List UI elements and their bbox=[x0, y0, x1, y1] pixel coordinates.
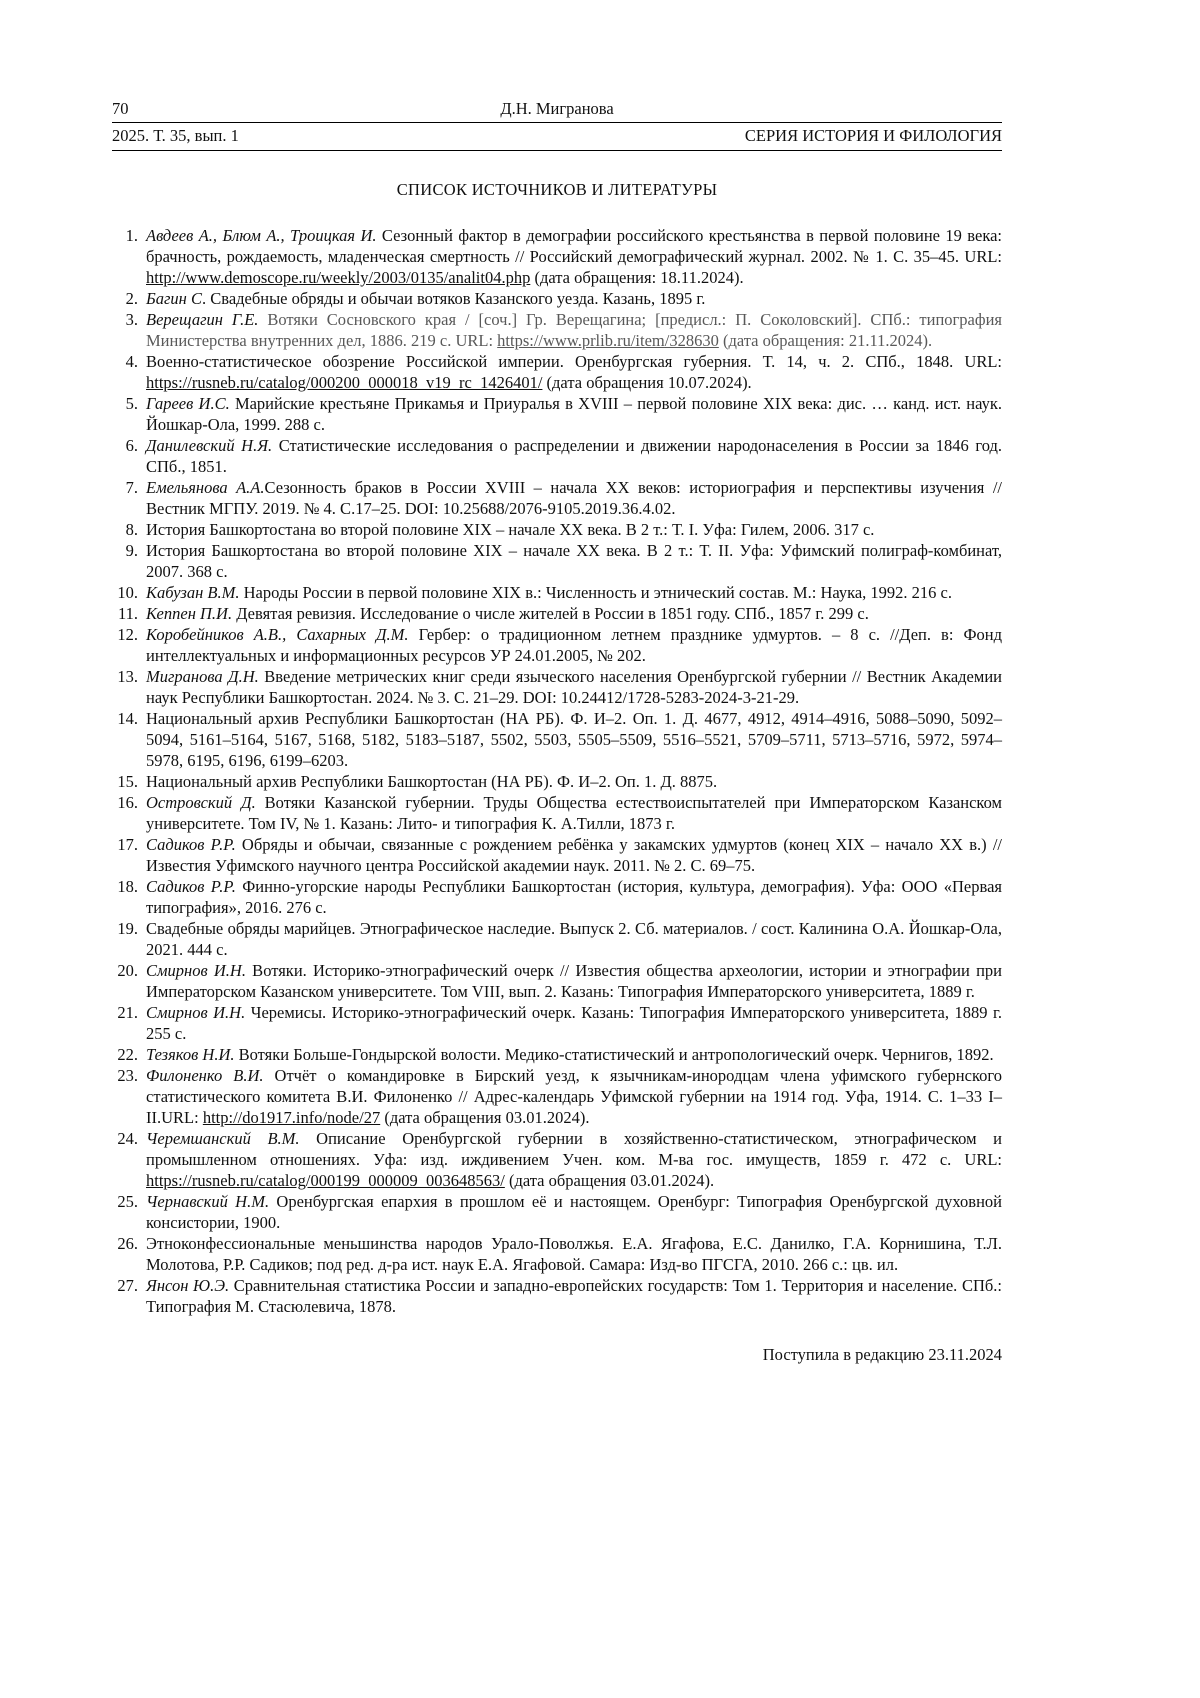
header-rule-bottom bbox=[112, 150, 1002, 151]
reference-segment: Кеппен П.И. bbox=[146, 604, 233, 623]
reference-segment: Садиков Р.Р. bbox=[146, 877, 236, 896]
reference-segment: Коробейников А.В., Сахарных Д.М. bbox=[146, 625, 409, 644]
reference-item bbox=[112, 771, 1002, 792]
reference-number: 22. bbox=[117, 1045, 138, 1064]
reference-number: 5. bbox=[125, 394, 138, 413]
reference-item bbox=[112, 1002, 1002, 1044]
section-title: СПИСОК ИСТОЧНИКОВ И ЛИТЕРАТУРЫ bbox=[396, 180, 718, 199]
reference-segment: Емельянова А.А. bbox=[146, 478, 265, 497]
reference-text bbox=[146, 604, 869, 623]
reference-text bbox=[146, 310, 1002, 350]
reference-segment: Описание Оренбургской губернии в хозяйственно-статистическом, этнографическом и промышленном отношениях. Уфа: изд. иждивением Учен. ком. М-ва гос. имуществ, 1859 г. 472 с. URL: bbox=[146, 1129, 1002, 1169]
reference-segment: Черемшанский В.М. bbox=[146, 1129, 300, 1148]
reference-url-link[interactable]: https://www.prlib.ru/item/328630 bbox=[497, 331, 719, 350]
reference-segment: Военно-статистическое обозрение Российской империи. Оренбургская губерния. Т. 14, ч. 2. СПб., 1848. URL: bbox=[146, 352, 1002, 371]
reference-item bbox=[112, 477, 1002, 519]
reference-item bbox=[112, 960, 1002, 1002]
running-head-row-1 bbox=[112, 98, 1002, 122]
reference-item bbox=[112, 1128, 1002, 1191]
reference-item bbox=[112, 603, 1002, 624]
reference-segment: Народы России в первой половине XIX в.: Численность и этнический состав. М.: Наука, 1992. 216 с. bbox=[239, 583, 953, 602]
reference-segment: . Свадебные обряды и обычаи вотяков Казанского уезда. Казань, 1895 г. bbox=[202, 289, 706, 308]
reference-number: 27. bbox=[117, 1276, 138, 1295]
reference-segment: Введение метрических книг среди языческого населения Оренбургской губернии // Вестник Академии наук Республики Башкортостан. 2024. № 3. С. 21–29. DOI: 10.24412/1728-5283-2024-3-21-29. bbox=[146, 667, 1002, 707]
reference-number: 15. bbox=[117, 772, 138, 791]
reference-number: 1. bbox=[125, 226, 138, 245]
reference-url-link[interactable]: http://www.demoscope.ru/weekly/2003/0135/analit04.php bbox=[146, 268, 531, 287]
reference-text bbox=[146, 877, 1002, 917]
reference-segment: Национальный архив Республики Башкортостан (НА РБ). Ф. И–2. Оп. 1. Д. 4677, 4912, 4914–4916, 5088–5090, 5092–5094, 5161–5164, 5167, 5168, 5182, 5183–5187, 5502, 5503, 5505–5509, 5516–5521, 5709–5711, 5713–5716, 5972, 5974–5978, 6195, 6196, 6199–6203. bbox=[146, 709, 1002, 770]
reference-segment: Обряды и обычаи, связанные с рождением ребёнка у закамских удмуртов (конец XIX – начало XX в.) // Известия Уфимского научного центра Российской академии наук. 2011. № 2. С. 69–75. bbox=[146, 835, 1002, 875]
reference-number: 17. bbox=[117, 835, 138, 854]
reference-item bbox=[112, 309, 1002, 351]
reference-segment: Марийские крестьяне Прикамья и Приуралья в XVIII – первой половине XIX века: дис. … канд. ист. наук. Йошкар-Ола, 1999. 288 с. bbox=[146, 394, 1002, 434]
reference-segment: (дата обращения 03.01.2024). bbox=[380, 1108, 590, 1127]
reference-text bbox=[146, 709, 1002, 770]
reference-segment: Вотяки Больше-Гондырской волости. Медико-статистический и антропологический очерк. Чернигов, 1892. bbox=[234, 1045, 994, 1064]
reference-text bbox=[146, 1045, 994, 1064]
reference-text bbox=[146, 478, 1002, 518]
reference-item bbox=[112, 540, 1002, 582]
reference-text bbox=[146, 1003, 1002, 1043]
volume-info: 2025. Т. 35, вып. 1 bbox=[112, 126, 239, 145]
reference-number: 7. bbox=[125, 478, 138, 497]
running-head bbox=[112, 98, 1002, 151]
reference-text bbox=[146, 541, 1002, 581]
reference-item bbox=[112, 1191, 1002, 1233]
reference-text bbox=[146, 583, 952, 602]
running-author: Д.Н. Мигранова bbox=[500, 99, 614, 118]
reference-item bbox=[112, 582, 1002, 603]
reference-segment: (дата обращения 10.07.2024). bbox=[542, 373, 752, 392]
reference-item bbox=[112, 624, 1002, 666]
reference-number: 2. bbox=[125, 289, 138, 308]
received-note: Поступила в редакцию 23.11.2024 bbox=[762, 1345, 1002, 1364]
reference-segment: Национальный архив Республики Башкортостан (НА РБ). Ф. И–2. Оп. 1. Д. 8875. bbox=[146, 772, 718, 791]
reference-number: 11. bbox=[117, 604, 138, 623]
reference-list bbox=[112, 225, 1002, 1317]
reference-item bbox=[112, 834, 1002, 876]
reference-number: 23. bbox=[117, 1066, 138, 1085]
reference-number: 25. bbox=[117, 1192, 138, 1211]
reference-item bbox=[112, 225, 1002, 288]
reference-number: 9. bbox=[125, 541, 138, 560]
reference-item bbox=[112, 351, 1002, 393]
reference-segment: Багин С bbox=[146, 289, 202, 308]
reference-number: 12. bbox=[117, 625, 138, 644]
reference-number: 14. bbox=[117, 709, 138, 728]
reference-segment: Отчёт о командировке в Бирский уезд, к язычникам-инородцам члена уфимского губернского статистического комитета В.И. Филоненко // Адрес-календарь Уфимской губернии на 1914 год. Уфа, 1914. С. 1–33 I–II.URL: bbox=[146, 1066, 1002, 1127]
reference-item bbox=[112, 1275, 1002, 1317]
reference-number: 6. bbox=[125, 436, 138, 455]
reference-number: 13. bbox=[117, 667, 138, 686]
reference-segment: Садиков Р.Р. bbox=[146, 835, 236, 854]
reference-text bbox=[146, 1192, 1002, 1232]
reference-segment: Вотяки Сосновского края / [соч.] Гр. Верещагина; [предисл.: П. Соколовский]. СПб.: типография Министерства внутренних дел, 1886. 219 с. URL: bbox=[146, 310, 1002, 350]
reference-number: 24. bbox=[117, 1129, 138, 1148]
reference-segment: Черемисы. Историко-этнографический очерк. Казань: Типография Императорского университета, 1889 г. 255 с. bbox=[146, 1003, 1002, 1043]
reference-number: 8. bbox=[125, 520, 138, 539]
reference-text bbox=[146, 394, 1002, 434]
reference-segment: Девятая ревизия. Исследование о числе жителей в России в 1851 году. СПб., 1857 г. 299 с. bbox=[232, 604, 869, 623]
reference-text bbox=[146, 226, 1002, 287]
reference-item bbox=[112, 519, 1002, 540]
reference-item bbox=[112, 393, 1002, 435]
page-number: 70 bbox=[112, 99, 129, 118]
reference-text bbox=[146, 1129, 1002, 1190]
reference-segment: Гареев И.С. bbox=[146, 394, 230, 413]
reference-item bbox=[112, 435, 1002, 477]
reference-segment: Гербер: о традиционном летнем празднике удмуртов. – 8 с. //Деп. в: Фонд интеллектуальных и информационных ресурсов УР 24.01.2005, № 202. bbox=[146, 625, 1003, 665]
reference-segment: Вотяки. Историко-этнографический очерк // Известия общества археологии, истории и этнографии при Императорском Казанском университете. Том VIII, вып. 2. Казань: Типография Императорского университета, 1889 г. bbox=[146, 961, 1002, 1001]
reference-segment: Свадебные обряды марийцев. Этнографическое наследие. Выпуск 2. Сб. материалов. / сост. Калинина О.А. Йошкар-Ола, 2021. 444 с. bbox=[146, 919, 1002, 959]
reference-item bbox=[112, 1233, 1002, 1275]
reference-segment: Смирнов И.Н. bbox=[146, 1003, 246, 1022]
reference-text bbox=[146, 625, 1002, 665]
reference-number: 3. bbox=[125, 310, 138, 329]
reference-item bbox=[112, 792, 1002, 834]
running-head-row-2 bbox=[112, 123, 1002, 150]
reference-number: 21. bbox=[117, 1003, 138, 1022]
reference-text bbox=[146, 667, 1002, 707]
reference-segment: Этноконфессиональные меньшинства народов Урало-Поволжья. Е.А. Ягафова, Е.С. Данилко, Г.А. Корнишина, Т.Л. Молотова, Р.Р. Садиков; под ред. д-ра ист. наук Е.А. Ягафовой. Самара: Изд-во ПГСГА, 2010. 266 с.: цв. ил. bbox=[146, 1234, 1002, 1274]
reference-segment: Сезонный фактор в демографии российского крестьянства в первой половине 19 века: брачность, рождаемость, младенческая смертность // Российский демографический журнал. 2002. № 1. С. 35–45. URL: bbox=[146, 226, 1002, 266]
reference-segment: Финно-угорские народы Республики Башкортостан (история, культура, демография). Уфа: ООО «Первая типография», 2016. 276 с. bbox=[146, 877, 1002, 917]
reference-text bbox=[146, 352, 1002, 392]
reference-text bbox=[146, 835, 1002, 875]
reference-text bbox=[146, 520, 874, 539]
reference-number: 18. bbox=[117, 877, 138, 896]
reference-segment: Чернавский Н.М. bbox=[146, 1192, 270, 1211]
reference-segment: Тезяков Н.И. bbox=[146, 1045, 235, 1064]
reference-segment: Смирнов И.Н. bbox=[146, 961, 246, 980]
reference-item bbox=[112, 1065, 1002, 1128]
series-title: СЕРИЯ ИСТОРИЯ И ФИЛОЛОГИЯ bbox=[744, 126, 1002, 145]
reference-url-link[interactable]: https://rusneb.ru/catalog/000199_000009_003648563/ bbox=[146, 1171, 505, 1190]
reference-text bbox=[146, 1276, 1002, 1316]
reference-text bbox=[146, 961, 1002, 1001]
reference-segment: (дата обращения 03.01.2024). bbox=[504, 1171, 715, 1190]
reference-item bbox=[112, 918, 1002, 960]
reference-text bbox=[146, 919, 1002, 959]
reference-segment: (дата обращения: 21.11.2024). bbox=[718, 331, 933, 350]
reference-segment: Верещагин Г.Е. bbox=[146, 310, 259, 329]
reference-number: 26. bbox=[117, 1234, 138, 1253]
reference-segment: История Башкортостана во второй половине XIX – начале XX века. В 2 т.: Т. I. Уфа: Гилем, 2006. 317 с. bbox=[146, 520, 875, 539]
reference-number: 20. bbox=[117, 961, 138, 980]
reference-segment: Авдеев А., Блюм А., Троицкая И. bbox=[146, 226, 377, 245]
reference-text bbox=[146, 793, 1002, 833]
reference-segment: Янсон Ю.Э. bbox=[146, 1276, 230, 1295]
reference-item bbox=[112, 666, 1002, 708]
reference-segment: (дата обращения: 18.11.2024). bbox=[530, 268, 744, 287]
reference-text bbox=[146, 1066, 1002, 1127]
reference-item bbox=[112, 288, 1002, 309]
reference-segment: Статистические исследования о распределении и движении народонаселения в России за 1846 год. СПб., 1851. bbox=[146, 436, 1003, 476]
reference-text bbox=[146, 436, 1002, 476]
reference-segment: Кабузан В.М. bbox=[146, 583, 240, 602]
reference-number: 16. bbox=[117, 793, 138, 812]
reference-url-link[interactable]: http://do1917.info/node/27 bbox=[202, 1108, 381, 1127]
reference-segment: Оренбургская епархия в прошлом её и настоящем. Оренбург: Типография Оренбургской духовной консистории, 1900. bbox=[146, 1192, 1002, 1232]
reference-segment: Островский Д. bbox=[146, 793, 256, 812]
reference-text bbox=[146, 1234, 1002, 1274]
reference-item bbox=[112, 1044, 1002, 1065]
reference-item bbox=[112, 876, 1002, 918]
reference-number: 4. bbox=[125, 352, 138, 371]
reference-text bbox=[146, 772, 717, 791]
reference-segment: Вотяки Казанской губернии. Труды Общества естествоиспытателей при Императорском Казанском университете. Том IV, № 1. Казань: Лито- и типография К. А.Тилли, 1873 г. bbox=[146, 793, 1002, 833]
reference-item bbox=[112, 708, 1002, 771]
reference-url-link[interactable]: https://rusneb.ru/catalog/000200_000018_v19_rc_1426401/ bbox=[146, 373, 543, 392]
reference-segment: Мигранова Д.Н. bbox=[146, 667, 259, 686]
reference-number: 10. bbox=[117, 583, 138, 602]
reference-segment: Сравнительная статистика России и западно-европейских государств: Том 1. Территория и население. СПб.: Типография М. Стасюлевича, 1878. bbox=[146, 1276, 1002, 1316]
reference-text bbox=[146, 289, 705, 308]
reference-segment: Сезонность браков в России XVIII – начала XX веков: историография и перспективы изучения // Вестник МГПУ. 2019. № 4. С.17–25. DOI: 10.25688/2076-9105.2019.36.4.02. bbox=[146, 478, 1002, 518]
reference-segment: История Башкортостана во второй половине XIX – начале XX века. В 2 т.: Т. II. Уфа: Уфимский полиграф-комбинат, 2007. 368 с. bbox=[146, 541, 1002, 581]
reference-segment: Филоненко В.И. bbox=[146, 1066, 264, 1085]
reference-number: 19. bbox=[117, 919, 138, 938]
reference-segment: Данилевский Н.Я. bbox=[146, 436, 273, 455]
